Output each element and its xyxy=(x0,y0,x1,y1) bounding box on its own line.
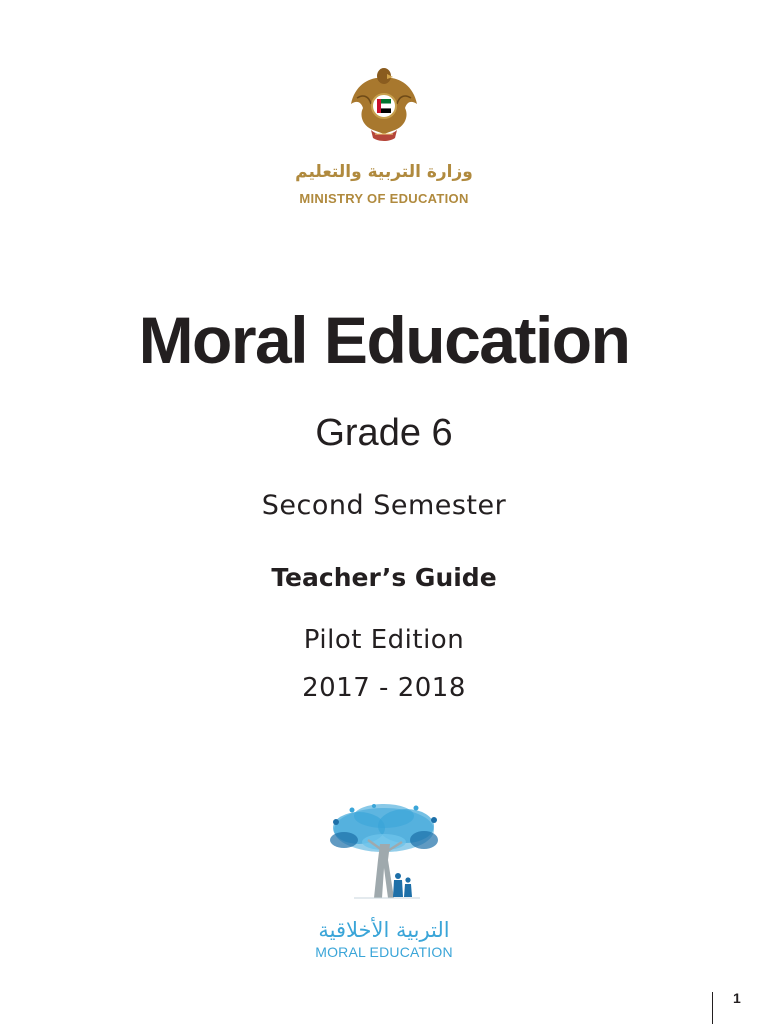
academic-year-label: 2017 - 2018 xyxy=(302,673,466,703)
ministry-name-arabic: وزارة التربية والتعليم xyxy=(295,162,473,182)
uae-eagle-emblem-icon xyxy=(349,64,419,144)
moral-education-logo-arabic: التربية الأخلاقية xyxy=(318,918,450,942)
moral-education-logo-english: MORAL EDUCATION xyxy=(315,944,453,960)
page-number: 1 xyxy=(733,990,741,1006)
tree-with-children-icon xyxy=(324,800,446,908)
ministry-name-english: MINISTRY OF EDUCATION xyxy=(299,191,469,206)
edition-label: Pilot Edition xyxy=(303,625,465,655)
guide-type-label: Teacher’s Guide xyxy=(271,563,497,592)
page-number-divider xyxy=(712,992,713,1024)
grade-label: Grade 6 xyxy=(315,412,453,454)
document-title: Moral Education xyxy=(138,303,630,377)
semester-label: Second Semester xyxy=(261,490,507,521)
